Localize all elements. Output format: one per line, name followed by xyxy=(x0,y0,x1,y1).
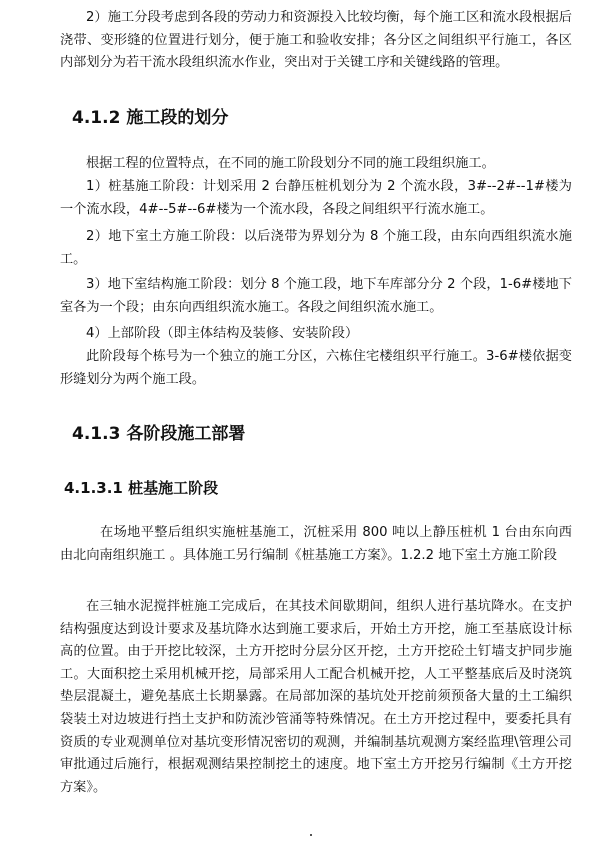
paragraph-upper-stage: 4）上部阶段（即主体结构及装修、安装阶段） xyxy=(86,326,359,341)
paragraph-basement-structure-division: 3）地下室结构施工阶段：划分 8 个施工段，地下车库部分分 2 个段，1-6#楼地下室各为一个段；由东向西组织流水施工。各段之间组织流水施工。 xyxy=(60,277,572,315)
heading-4-1-3-1: 4.1.3.1 桩基施工阶段 xyxy=(64,479,219,497)
paragraph-upper-stage-description: 此阶段每个栋号为一个独立的施工分区，六栋住宅楼组织平行施工。3-6#楼依据变形缝划分为两个施工段。 xyxy=(60,349,572,387)
paragraph-excavation-process: 在三轴水泥搅拌桩施工完成后，在其技术间歇期间，组织人进行基坑降水。在支护结构强度达到设计要求及基坑降水达到施工要求后，开始土方开挖，施工至基底设计标高的位置。由于开挖比较深，土方开挖时分层分区开挖，土方开挖砼土钉墙支护同步施工。大面积挖土采用机械开挖，局部采用人工配合机械开挖，人工平整基底后及时浇筑垫层混凝土，避免基底土长期暴露。在局部加深的基坑处开挖前须预备大量的土工编织袋装土对边坡进行挡土支护和防流沙管涌等特殊情况。在土方开挖过程中，要委托具有资质的专业观测单位对基坑变形情况密切的观测，并编制基坑观测方案经监理\管理公司审批通过后施行，根据观测结果控制挖土的速度。地下室土方开挖另行编制《土方开挖方案》。 xyxy=(60,599,572,795)
heading-4-1-3: 4.1.3 各阶段施工部署 xyxy=(72,424,246,444)
paragraph-division-basis: 根据工程的位置特点，在不同的施工阶段划分不同的施工段组织施工。 xyxy=(86,156,495,171)
paragraph-pile-stage-division: 1）桩基施工阶段：计划采用 2 台静压桩机划分为 2 个流水段，3#--2#--1#楼为一个流水段，4#--5#--6#楼为一个流水段，各段之间组织平行流水施工。 xyxy=(60,179,572,217)
paragraph-pile-construction: 在场地平整后组织实施桩基施工，沉桩采用 800 吨以上静压桩机 1 台由东向西由北向南组织施工 。具体施工另行编制《桩基施工方案》。1.2.2 地下室土方施工阶段 xyxy=(60,525,572,563)
paragraph-segmentation-principle: 2）施工分段考虑到各段的劳动力和资源投入比较均衡，每个施工区和流水段根据后浇带、变形缝的位置进行划分，便于施工和验收安排；各分区之间组织平行施工，各区内部划分为若干流水段组织流水作业，突出对于关键工序和关键线路的管理。 xyxy=(60,10,572,71)
page-marker xyxy=(310,834,312,836)
heading-4-1-2: 4.1.2 施工段的划分 xyxy=(72,108,229,128)
paragraph-basement-earthwork-division: 2）地下室土方施工阶段：以后浇带为界划分为 8 个施工段，由东向西组织流水施工。 xyxy=(60,229,572,267)
